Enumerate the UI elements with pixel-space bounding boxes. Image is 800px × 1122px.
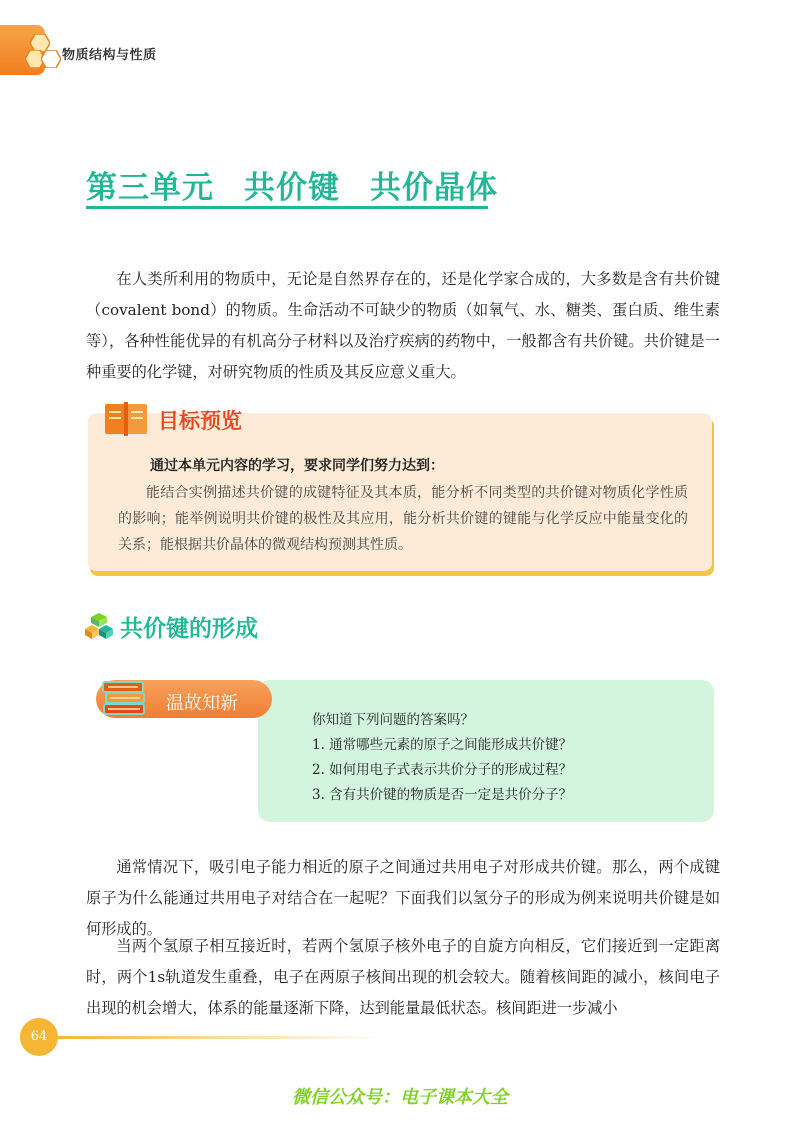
running-header: 物质结构与性质: [62, 48, 157, 63]
review-question: 1. 通常哪些元素的原子之间能形成共价键？: [312, 737, 573, 753]
review-question: 3. 含有共价键的物质是否一定是共价分子？: [312, 787, 573, 803]
page-number: 64: [30, 1029, 48, 1044]
stacked-books-icon: [100, 674, 148, 718]
hexagon-icon: [41, 50, 61, 68]
goals-text: 能结合实例描述共价键的成键特征及其本质，能分析不同类型的共价键对物质化学性质的影响；能举例说明共价键的极性及其应用，能分析共价键的键能与化学反应中能量变化的关系；能根据共价晶体的微观结构预测其性质。: [118, 485, 688, 553]
watermark: 微信公众号：电子课本大全: [292, 1087, 508, 1108]
section-cubes-icon: [85, 612, 113, 640]
body-paragraph: 通常情况下，吸引电子能力相近的原子之间通过共用电子对形成共价键。那么，两个成键原子为什么能通过共用电子对结合在一起呢？下面我们以氢分子的形成为例来说明共价键是如何形成的。: [86, 858, 720, 938]
section-title: 共价键的形成: [120, 616, 258, 642]
intro-paragraph: 在人类所利用的物质中，无论是自然界存在的，还是化学家合成的，大多数是含有共价键（covalent bond）的物质。生命活动不可缺少的物质（如氧气、水、糖类、蛋白质、维生素等），各种性能优异的有机高分子材料以及治疗疾病的药物中，一般都含有共价键。共价键是一种重要的化学键，对研究物质的性质及其反应意义重大。: [86, 270, 720, 381]
review-question: 2. 如何用电子式表示共价分子的形成过程？: [312, 762, 573, 778]
unit-topic-2: 共价晶体: [370, 170, 498, 206]
footer-rule: [55, 1036, 385, 1039]
goals-title: 目标预览: [158, 409, 242, 433]
unit-number: 第三单元: [86, 170, 214, 206]
goals-lead: 通过本单元内容的学习，要求同学们努力达到：: [150, 458, 444, 474]
body-paragraph: 当两个氢原子相互接近时，若两个氢原子核外电子的自旋方向相反，它们接近到一定距离时，两个1s轨道发生重叠，电子在两原子核间出现的机会较大。随着核间距的减小，核间电子出现的机会增大，体系的能量逐渐下降，达到能量最低状态。核间距进一步减小: [86, 937, 720, 1017]
unit-title: [86, 162, 498, 207]
book-icon: [103, 400, 149, 438]
title-underline: [86, 206, 488, 209]
unit-topic-1: 共价键: [244, 170, 340, 206]
review-label: 温故知新: [166, 693, 238, 714]
review-intro: 你知道下列问题的答案吗？: [312, 712, 474, 728]
